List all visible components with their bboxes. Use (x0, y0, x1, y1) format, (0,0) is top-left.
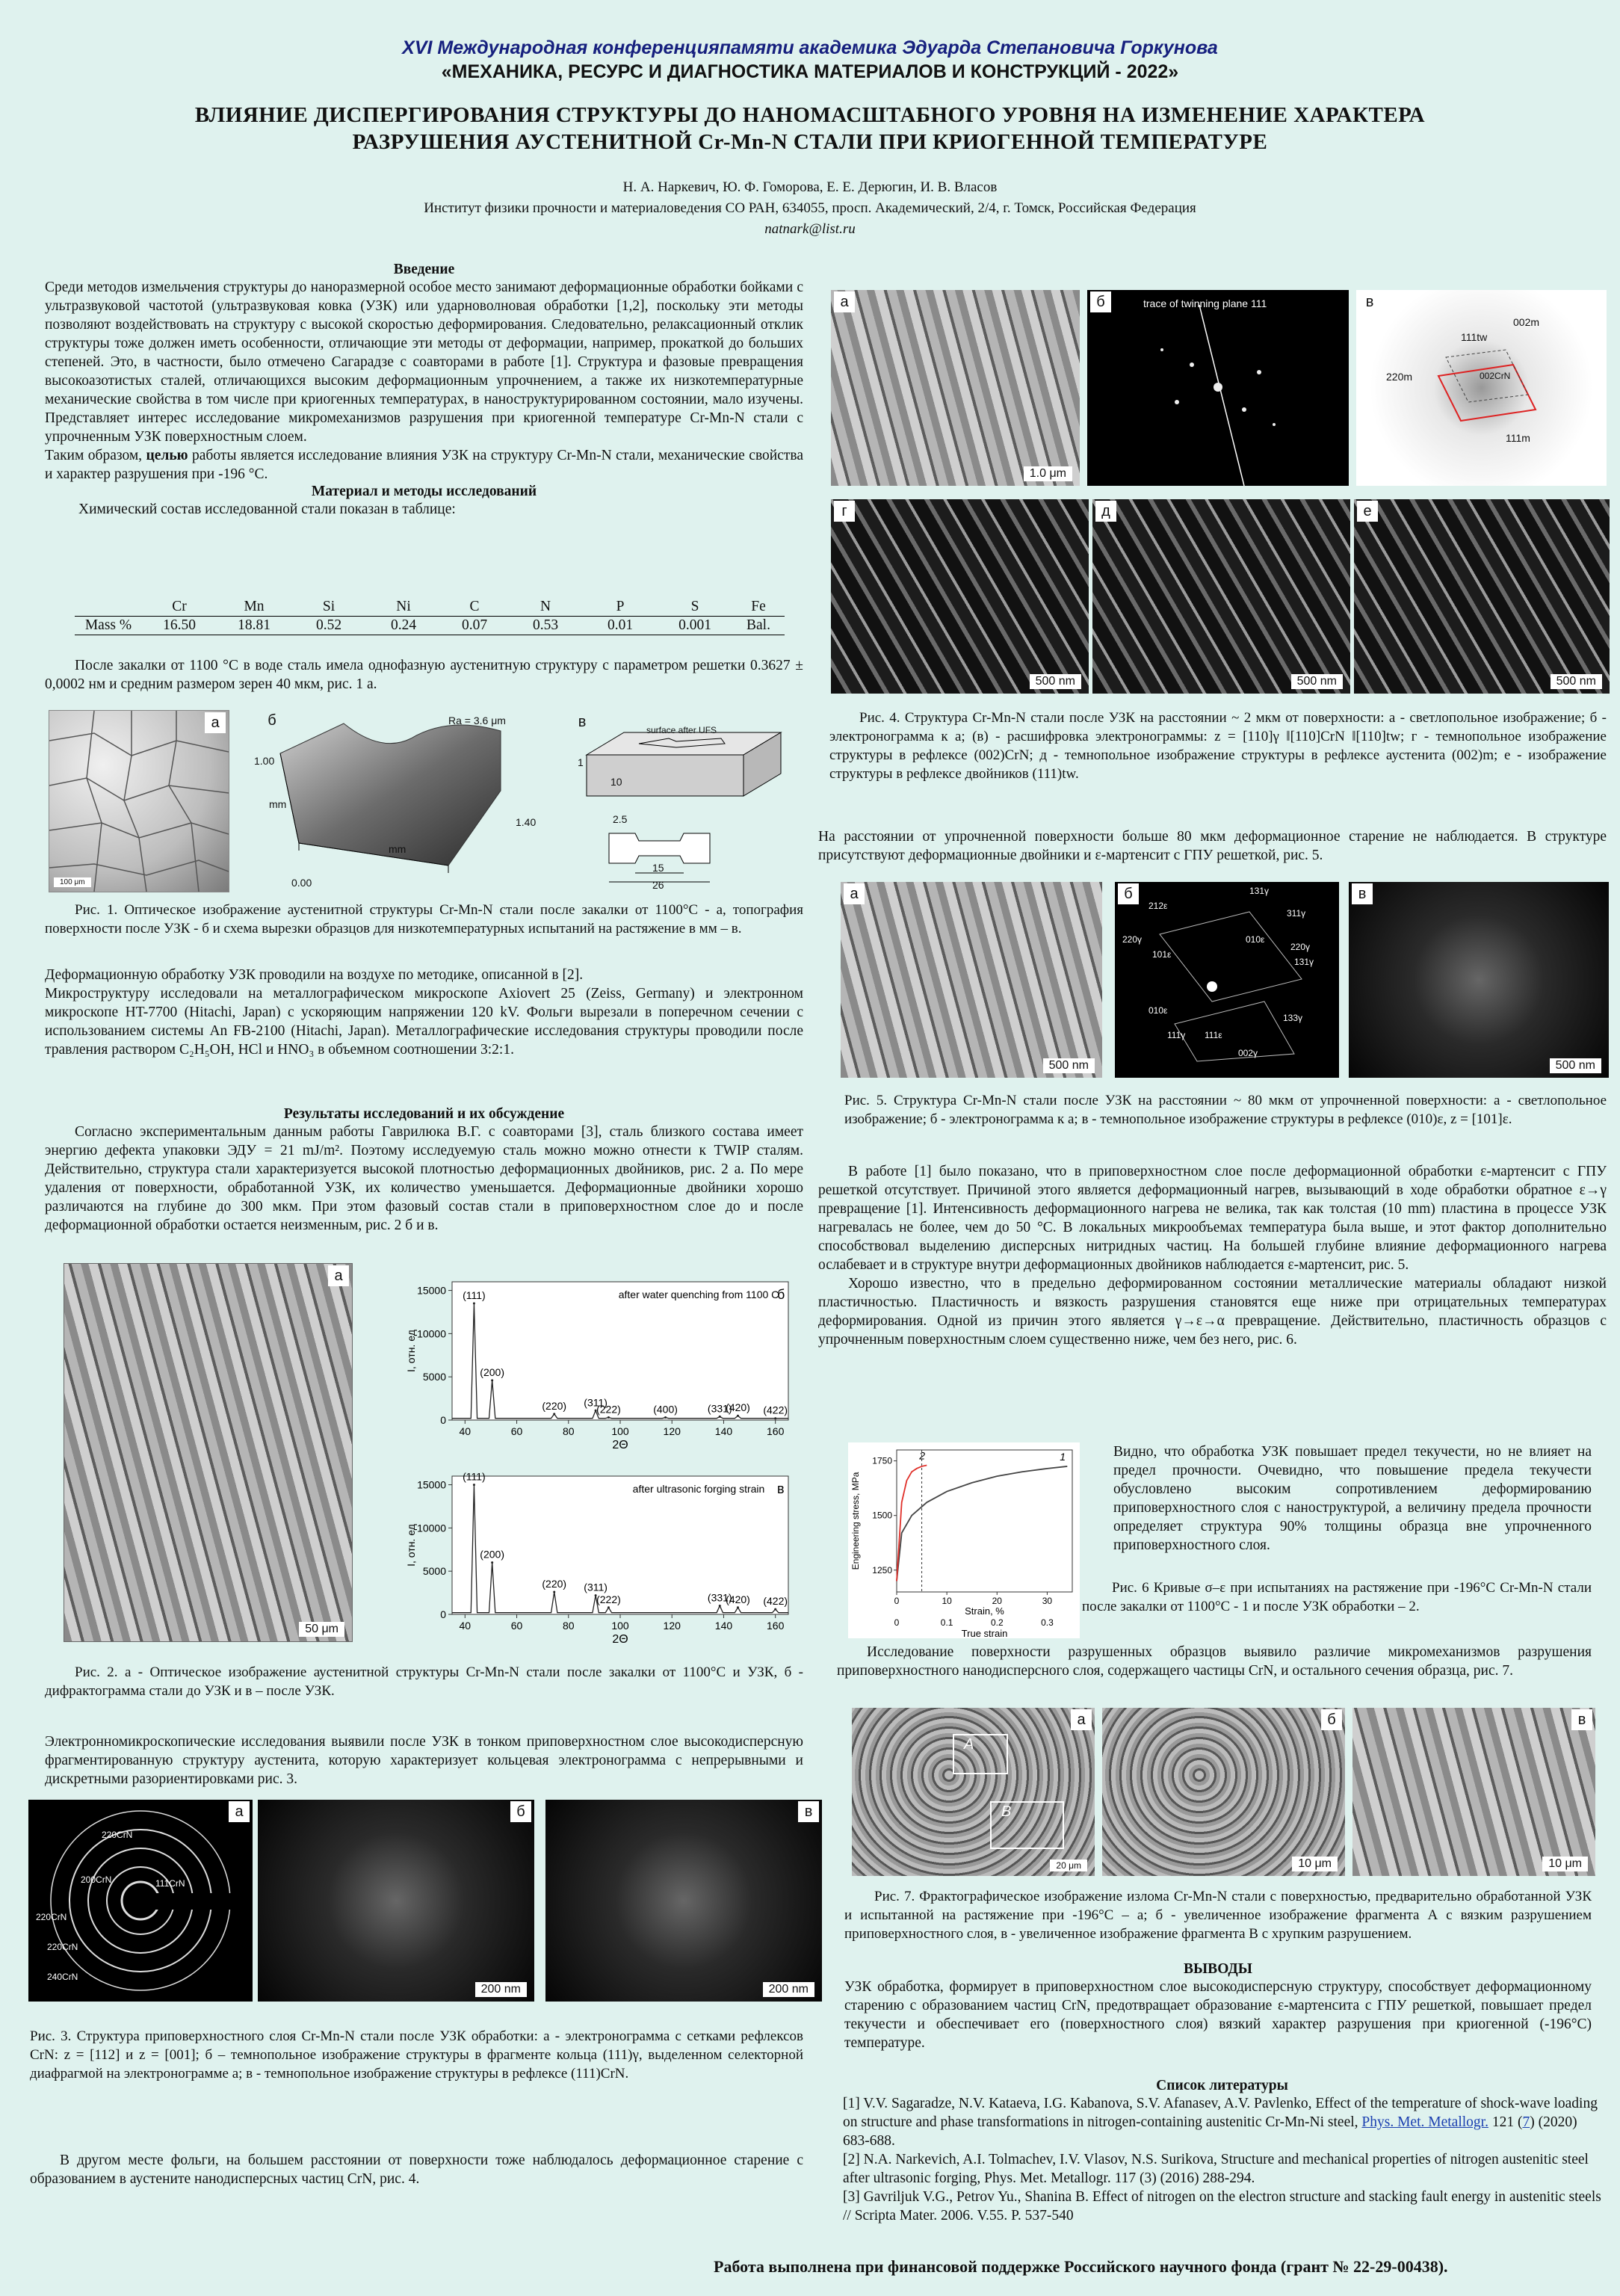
poster-title (112, 102, 1508, 155)
peak-point (719, 1416, 721, 1418)
fig1-mm-axis-2: mm (389, 843, 406, 855)
after-table-text: После закалки от 1100 °С в воде сталь имела однофазную аустенитную структуру с параметром решетки 0.3627 ± 0,0002 нм и средним размером зерен 40 мкм, рис. 1 а. (45, 658, 803, 692)
x2-axis-label: True strain (961, 1628, 1008, 1638)
fig1-ra: Ra = 3.6 μm (448, 715, 506, 726)
right-paragraph-3: Хорошо известно, что в предельно деформированном состоянии металлические материалы обладают низкой пластичностью. Пластичность и вязкость разрушения становятся еще ниже при отрицательных температурах деформирования. Одной из причин этого является γ→ε→α превращение. Действительно, пластичность образцов с упрочненным поверхностным слоем существенно ниже, чем без него, рис. 6. (818, 1276, 1607, 1348)
x-axis-label: 2Θ (612, 1633, 628, 1644)
x-tick-label: 40 (459, 1620, 472, 1632)
peak-label: (420) (726, 1401, 750, 1414)
results-section (45, 1106, 803, 1235)
fig7-label-b: б (1321, 1709, 1342, 1730)
fig3-label-a: а (229, 1801, 250, 1822)
fig3-ring-5: 220CrN (47, 1942, 78, 1952)
plot-title: after ultrasonic forging strain (632, 1483, 765, 1495)
right-paragraph-2: В работе [1] было показано, что в приповерхностном слое после деформационной обработки ε-мартенсит с ГПУ решеткой отсутствует. Причиной этого является деформационный нагрев, вызывающий в ходе обработки обратное ε→γ превращение [1]. Интенсивность деформационного нагрева не велика, так как толстая (10 mm) пластина в процессе УЗК нагревалась не более, чем до 50 °С. В локальных микрообъемах температура была выше, и этот фактор дополнительно способствовал выделению дисперсных нитридных частиц. На большей глубине влияние деформационного нагрева ослабевает и в структуре внутри деформационных двойников наблюдается ε-мартенсит, рис. 5. (818, 1164, 1607, 1273)
peak-label: (422) (763, 1595, 788, 1608)
fig1-dim-15: 15 (652, 862, 664, 874)
fig4-label-d: г (834, 501, 855, 522)
peak-label: (400) (653, 1403, 678, 1416)
curve-label-1: 1 (1060, 1450, 1066, 1463)
x-axis-label: Strain, % (965, 1605, 1004, 1617)
authors: Н. А. Наркевич, Ю. Ф. Гоморова, Е. Е. Дерюгин, И. В. Власов (622, 179, 998, 195)
peak-label: (222) (596, 1403, 621, 1416)
peak-label: (311) (584, 1581, 608, 1593)
y-tick-label: 5000 (422, 1371, 446, 1383)
fig7-scale-b: 10 μm (1292, 1857, 1338, 1871)
right-paragraphs (818, 1162, 1607, 1349)
peak-point (553, 1590, 555, 1593)
xrd-before-plot (400, 1271, 803, 1450)
y-axis-label: I, отн. ед (405, 1524, 417, 1567)
fig5-spot-6: 010ε (1246, 934, 1265, 945)
col-Cr: Cr (172, 599, 187, 614)
methods-text (45, 966, 803, 1059)
x-tick-label: 0 (894, 1596, 900, 1606)
xrd-after-plot (400, 1465, 803, 1644)
fig5-darkfield (1349, 882, 1609, 1078)
fig4-spot-111tw: 111tw (1461, 331, 1488, 343)
fig4-spot-002m: 002m (1513, 316, 1540, 328)
fig3-label-b: б (510, 1801, 531, 1822)
x-tick-label: 160 (767, 1425, 785, 1437)
fig4-darkfield-e (1092, 499, 1350, 694)
fig5-spot-2: 212ε (1148, 901, 1168, 911)
peak-point (737, 1415, 739, 1417)
results-paragraph-1: Согласно экспериментальным данным работы Гаврилюка В.Г. с соавторами [3], сталь близкого состава имеет энергию дефекта упаковки ЭДУ = 21 mJ/m². Поэтому исследуемую сталь можно можно отнести к TWIP сталям. Действительно, структура стали характеризуется высокой плотностью деформационных двойников, рис. 2 а. По мере удаления от поверхности, обработанной УЗК, их количество уменьшается. Деформационные двойники хорошо различаются на глубине до 300 мкм. При этом фазовый состав стали в приповерхностном слое до и после деформационной обработки остается неизменным, рис. 2 б и в. (45, 1124, 803, 1233)
fig5-spot-8: 131γ (1294, 957, 1314, 967)
fragment-b-label: B (1001, 1803, 1012, 1820)
peak-label: (200) (480, 1365, 504, 1378)
fig3-ring-2: 111CrN (155, 1878, 185, 1889)
x-tick-label: 100 (611, 1425, 629, 1437)
fig4-scale-a: 1.0 μm (1024, 466, 1072, 481)
fig1-z-bottom: 0.00 (291, 877, 312, 889)
fragment-a-box (953, 1734, 1008, 1774)
x2-tick-label: 0.1 (940, 1617, 953, 1628)
results-paragraph-2: Электронномикроскопические исследования выявили после УЗК в тонком приповерхностном слое высокодисперсную фрагментированную структуру аустенита, которую характеризует кольцевая электронограмма с непрерывными и дискретными разориентировками рис. 3. (45, 1734, 803, 1787)
reference-1-issue-link[interactable]: 7 (1522, 2114, 1530, 2130)
peak-point (473, 1302, 475, 1304)
fig5-scale-c: 500 nm (1550, 1058, 1601, 1073)
fig3-scale-b: 200 nm (475, 1982, 527, 1997)
y-tick-label: 1250 (872, 1564, 892, 1576)
y-tick-label: 1500 (872, 1510, 892, 1521)
peak-point (473, 1484, 475, 1486)
fig5-diffraction (1115, 882, 1339, 1078)
fig4-label-f: е (1357, 501, 1378, 522)
x-tick-label: 10 (942, 1596, 952, 1606)
x-tick-label: 140 (714, 1425, 733, 1437)
fig1-scale-a: 100 μm (54, 877, 91, 887)
peak-label: (422) (763, 1404, 788, 1416)
x-tick-label: 160 (767, 1620, 785, 1632)
peak-point (774, 1417, 776, 1419)
fig1-dim-26: 26 (652, 879, 664, 891)
fig3-darkfield-c (545, 1800, 822, 2002)
intro-paragraph-1: Среди методов измельчения структуры до наноразмерной особое место занимают деформационные обработки бойками с ультразвуковой частотой (ультразвуковая ковка (УЗК) или ударноволновая обработки [1,2], поскольку эти методы позволяют воздействовать на структуру с высокой скоростью деформирования. Следовательно, релаксационный отклик структуры тоже должен иметь особенности, отличающие эти методы от деформации, например, прокаткой до больших степеней. Это, в частности, было отмечено Сагарадзе с соавторами в работе [1]. Структура и фазовые превращения высокоазотистых сталей, отличающихся высоким деформационным упрочнением, а также их низкотемпературные механические свойства в том числе при криогенных температурах, в наноструктурированном состоянии, мало изучены. Представляет интерес исследование микромеханизмов разрушения при криогенной температуре Cr-Mn-N стали с упрочненным УЗК поверхностным слоем. (45, 280, 803, 445)
x-tick-label: 20 (992, 1596, 1002, 1606)
institute: Институт физики прочности и материаловедения СО РАН, 634055, просп. Академический, 2/4, г. Томск, Российская Федерация (424, 200, 1196, 216)
plot-bg (848, 1442, 1080, 1638)
fig5-caption: Рис. 5. Структура Cr-Mn-N стали после УЗК на расстоянии ~ 80 мкм от упрочненной поверхности: а - светлопольное изображение; б - электронограмма к а; в - темнопольное изображение структуры в рефлексе (010)ε, z = [101]ε. (844, 1093, 1607, 1127)
fig4-diffraction-scheme (1356, 290, 1607, 486)
peak-point (664, 1416, 667, 1419)
fig7-scale-a: 20 μm (1050, 1860, 1087, 1871)
x-tick-label: 30 (1042, 1596, 1053, 1606)
x-tick-label: 80 (562, 1620, 575, 1632)
fig7-scale-c: 10 μm (1542, 1857, 1588, 1871)
peak-label: (331) (707, 1591, 732, 1604)
x2-tick-label: 0 (894, 1617, 900, 1628)
reference-1: [1] V.V. Sagaradze, N.V. Kataeva, I.G. Kabanova, S.V. Afanasev, A.V. Pavlenko, Effect of the temperature of shock-wave loading on structure and phase transformations in nitrogen-containing austenitic Cr-Mn-Ni steel, Phys. Met. Metallogr. 121 (7) (2020) 683-688. (843, 2096, 1598, 2149)
curve-label-2: 2 (919, 1449, 926, 1462)
fig1-optical-image (49, 710, 229, 892)
fig5-spot-3: 311γ (1287, 908, 1306, 919)
funding-note: Работа выполнена при финансовой поддержке Российского научного фонда (грант № 22-29-00438). (714, 2257, 1448, 2276)
fig5-spot-13: 002γ (1238, 1048, 1258, 1058)
fig1-label-c: в (578, 714, 587, 730)
fig5-spot-7: 220γ (1290, 942, 1311, 952)
col-Mn: Mn (244, 599, 265, 614)
fig7-fractograph-a (852, 1708, 1095, 1876)
fig4-label-c: в (1365, 294, 1374, 310)
fig5-spot-1: 131γ (1249, 886, 1270, 896)
reference-2: [2] N.A. Narkevich, A.I. Tolmachev, I.V. Vlasov, N.S. Surikova, Structure and mechanical properties of nitrogen austenitic steel after ultrasonic forging, Phys. Met. Metallogr. 117 (3) (2016) 288-294. (843, 2152, 1589, 2186)
x-tick-label: 40 (459, 1425, 472, 1437)
fig5-label-c: в (1352, 883, 1373, 904)
fig4-brightfield (831, 290, 1080, 486)
y-tick-label: 10000 (417, 1522, 446, 1534)
x-tick-label: 120 (663, 1620, 681, 1632)
fig1-label-b: б (268, 712, 276, 729)
fig4-label-b: б (1090, 291, 1111, 312)
email: natnark@list.ru (764, 221, 856, 237)
x-tick-label: 60 (510, 1620, 523, 1632)
col-S: S (690, 599, 699, 614)
x2-tick-label: 0.2 (990, 1617, 1004, 1628)
col-Ni: Ni (396, 599, 411, 614)
fig5-spot-12: 133γ (1283, 1013, 1303, 1023)
col-Si: Si (322, 599, 336, 614)
fragment-a-label: A (964, 1736, 974, 1753)
peak-point (737, 1606, 739, 1608)
fig3-label-c: в (798, 1801, 819, 1822)
fig3-ring-6: 240CrN (47, 1972, 78, 1982)
plot-frame (452, 1282, 788, 1420)
x-tick-label: 80 (562, 1425, 575, 1437)
peak-label: (111) (463, 1289, 486, 1301)
peak-label: (420) (726, 1593, 750, 1605)
fig7-label-c: в (1571, 1709, 1592, 1730)
intro-section (45, 262, 803, 519)
fig1-z-top: 1.00 (254, 755, 275, 767)
methods-heading: Материал и методы исследований (311, 484, 537, 499)
fig3-ring-4: 220CrN (36, 1912, 67, 1922)
fig2-label-c: в (777, 1481, 785, 1496)
peak-label: (111) (463, 1470, 486, 1483)
table-header-row (75, 598, 785, 617)
peak-label: (220) (542, 1577, 567, 1590)
ufs-paragraph: Деформационную обработку УЗК проводили на воздухе по методике, описанной в [2]. (45, 967, 584, 983)
fig1-dim-10: 10 (610, 776, 622, 788)
fig5-brightfield (841, 882, 1102, 1078)
right-paragraph-4: Видно, что обработка УЗК повышает предел текучести, но не влияет на предел прочности. Очевидно, что повышение предела текучести обусловлено высоким сопротивлением деформированию приповерхностного слоя с наноструктурой, а величину предела прочности определяет структура 90% толщины образца вне упрочненного приповерхностного слоя. (1113, 1444, 1592, 1553)
y-tick-label: 5000 (422, 1565, 446, 1578)
fig1-dim-1: 1 (578, 756, 584, 768)
fig5-spot-5: 101ε (1152, 949, 1172, 960)
fig2-label-a: а (328, 1265, 349, 1286)
col-N: N (540, 599, 551, 614)
fig1-specimen-scheme (564, 710, 788, 893)
x-tick-label: 140 (714, 1620, 733, 1632)
fig5-scale-a: 500 nm (1043, 1058, 1095, 1073)
x2-tick-label: 0.3 (1041, 1617, 1054, 1628)
fig7-caption: Рис. 7. Фрактографическое изображение излома Cr-Mn-N стали с поверхностью, предварительно обработанной УЗК и испытанной на растяжение при -196°С – а; б - увеличенное изображение фрагмента А с вязким разрушением приповерхностного слоя, в - увеличенное изображение фрагмента В с хрупким разрушением. (844, 1889, 1592, 1942)
fig4-spot-002crn: 002CrN (1480, 371, 1511, 381)
results-paragraph-3: В другом месте фольги, на большем расстоянии от поверхности тоже наблюдалось деформационное старение с образованием в аустените нанодисперсных частиц CrN, рис. 4. (30, 2152, 803, 2187)
stress-strain-plot (848, 1442, 1080, 1638)
fig5-spot-10: 111γ (1167, 1030, 1186, 1040)
peak-point (719, 1605, 721, 1607)
fig4-scale-d: 500 nm (1030, 674, 1081, 689)
fig1-x-end: 1.40 (516, 816, 537, 828)
fig5-label-b: б (1118, 883, 1139, 904)
fig2-caption: Рис. 2. а - Оптическое изображение аустенитной структуры Cr-Mn-N стали после закалки от 1100°С и УЗК, б - дифрактограмма стали до УЗК и в – после УЗК. (45, 1664, 803, 1699)
microscopy-paragraph: Микроструктуру исследовали на металлографическом микроскопе Axiovert 25 (Zeiss, Germany) и электронном микроскопе HT-7700 (Hitachi, Japan) с ускоряющим напряжении 120 kV. Фольги вырезали в поперечном сечении с использованием системы An FB-2100 (Hitachi, Japan). Металлографические исследования структуры проводили после травления раствором C₂H₅OH, HCl и HNO₃ в объемном соотношении 3:2:1. (45, 986, 803, 1058)
fig5-label-a: а (844, 883, 865, 904)
y-tick-label: 1750 (872, 1455, 892, 1466)
fig4-spot-220m: 220m (1386, 371, 1413, 383)
peak-point (491, 1561, 493, 1564)
conclusions-text: УЗК обработка, формирует в приповерхностном слое высокодисперсную структуру, способствует деформационному старению с образованием частиц CrN, предотвращает образование ε-мартенсита с ГПУ решеткой, повышает предел текучести и обеспечивает его (поверхностного слоя) вязкий характер разрушения при криогенной (-196°С) температуре. (844, 1979, 1592, 2051)
fig4-scale-f: 500 nm (1551, 674, 1602, 689)
right-paragraph-5: Исследование поверхности разрушенных образцов выявило различие микромеханизмов разрушения приповерхностного нанодисперсного слоя, содержащего частицы CrN, и остального сечения образца, рис. 7. (837, 1644, 1592, 1679)
peak-label: (220) (542, 1399, 567, 1412)
plot-title: after water quenching from 1100 C (618, 1289, 779, 1300)
y-axis-label: I, отн. ед (405, 1330, 417, 1372)
fig2-optical-image (64, 1263, 353, 1642)
fig7-label-a: а (1071, 1709, 1092, 1730)
fig1-label-a: а (205, 712, 226, 733)
fig2-label-b: б (777, 1287, 785, 1302)
peak-point (774, 1608, 776, 1611)
right-paragraph-1: На расстоянии от упрочненной поверхности больше 80 мкм деформационное старение не наблюдается. В структуре присутствуют деформационные двойники и ε-мартенсит с ГПУ решеткой, рис. 5. (818, 829, 1607, 863)
peak-point (608, 1606, 610, 1608)
fig3-diffraction (28, 1800, 253, 2002)
title-line-1: ВЛИЯНИЕ ДИСПЕРГИРОВАНИЯ СТРУКТУРЫ ДО НАНОМАСШТАБНОГО УРОВНЯ НА ИЗМЕНЕНИЕ ХАРАКТЕРА (194, 103, 1426, 127)
fig3-scale-c: 200 nm (763, 1982, 814, 1997)
fig6-caption: Рис. 6 Кривые σ–ε при испытаниях на растяжение при -196°С Cr-Mn-N стали после закалки от 1100°С - 1 и после УЗК обработки – 2. (1082, 1580, 1592, 1614)
peak-point (608, 1416, 610, 1419)
col-Fe: Fe (751, 599, 766, 614)
fig3-ring-1: 220CrN (102, 1830, 133, 1840)
fig4-diffraction (1087, 290, 1349, 486)
conference-name: XVI Международная конференцияпамяти академика Эдуарда Степановича Горкунова (402, 37, 1218, 58)
fig1-topography (254, 709, 553, 895)
chemistry-table (75, 598, 785, 635)
peak-label: (222) (596, 1593, 621, 1605)
x-axis-label: 2Θ (612, 1439, 628, 1450)
fig5-spot-11: 111ε (1205, 1030, 1222, 1040)
fig4-scale-e: 500 nm (1291, 674, 1343, 689)
intro-paragraph-2: Таким образом, целью работы является исследование влияния УЗК на структуру Cr-Mn-N стали, механические свойства и характер разрушения при -196 °С. (45, 448, 803, 482)
y-tick-label: 15000 (417, 1284, 446, 1297)
peak-label: (311) (584, 1396, 608, 1409)
fig2-xrd-after (400, 1465, 803, 1644)
fig4-label-a: а (834, 291, 855, 312)
col-C: C (469, 599, 480, 614)
fig6-stress-strain (848, 1442, 1080, 1638)
reference-3: [3] Gavriljuk V.G., Petrov Yu., Shanina B. Effect of nitrogen on the electron structure and stacking fault energy in austenitic steels // Scripta Mater. 2006. V.55. P. 537-540 (843, 2189, 1601, 2224)
intro-heading: Введение (393, 262, 455, 277)
conference-title: «МЕХАНИКА, РЕСУРС И ДИАГНОСТИКА МАТЕРИАЛОВ И КОНСТРУКЦИЙ - 2022» (441, 61, 1179, 82)
y-tick-label: 0 (440, 1414, 446, 1426)
y-axis-label: Engineering stress, MPa (850, 1472, 861, 1570)
fig4-darkfield-d (831, 499, 1089, 694)
peak-point (491, 1379, 493, 1381)
references-heading: Список литературы (1156, 2078, 1288, 2093)
conclusions-section (844, 1961, 1592, 2052)
fig3-ring-3: 200CrN (81, 1874, 112, 1885)
table-intro: Химический состав исследованной стали показан в таблице: (78, 502, 456, 517)
row-label: Mass % (84, 617, 132, 633)
y-tick-label: 0 (440, 1608, 446, 1620)
fig1-mm-axis-1: mm (269, 798, 287, 810)
fig5-spot-9: 010ε (1148, 1005, 1168, 1016)
title-line-2: РАЗРУШЕНИЯ АУСТЕНИТНОЙ Cr-Mn-N СТАЛИ ПРИ КРИОГЕННОЙ ТЕМПЕРАТУРЕ (352, 130, 1268, 154)
fig7-fractograph-b (1102, 1708, 1345, 1876)
fig3-caption: Рис. 3. Структура приповерхностного слоя Cr-Mn-N стали после УЗК обработки: а - электронограмма с сетками рефлексов CrN: z = [112] и z = [001]; б – темнопольное изображение структуры в фрагменте кольца (111)γ, выделенном селекторной диафрагмой на электронограмме а; в - темнопольное изображение структуры в рефлексе (111)CrN. (30, 2028, 803, 2081)
fig4-spot-111m: 111m (1506, 432, 1530, 444)
fig2-xrd-before (400, 1271, 803, 1450)
table-row: Mass % 16.50 18.81 0.52 0.24 0.07 0.53 0.01 0.001 Bal. (75, 617, 785, 635)
fig1-caption: Рис. 1. Оптическое изображение аустенитной структуры Cr-Mn-N стали после закалки от 1100°С - а, топография поверхности после УЗК - б и схема вырезки образцов для низкотемпературных испытаний на растяжение в мм – в. (45, 902, 803, 936)
y-tick-label: 15000 (417, 1478, 446, 1491)
peak-label: (331) (707, 1402, 732, 1415)
x-tick-label: 60 (510, 1425, 523, 1437)
reference-1-link[interactable]: Phys. Met. Metallogr. (1361, 2114, 1488, 2130)
fig2-scale-a: 50 μm (299, 1622, 344, 1637)
y-tick-label: 10000 (417, 1327, 446, 1340)
fig4-label-e: д (1095, 501, 1116, 522)
fig4-darkfield-f (1354, 499, 1610, 694)
x-tick-label: 100 (611, 1620, 629, 1632)
fig1-surface-label: surface after UFS (646, 725, 717, 735)
conclusions-heading: ВЫВОДЫ (1184, 1961, 1252, 1977)
fig4-trace-label: trace of twinning plane 111 (1143, 297, 1267, 309)
references-section (843, 2078, 1601, 2225)
x-tick-label: 120 (663, 1425, 681, 1437)
results-heading: Результаты исследований и их обсуждение (283, 1106, 565, 1122)
fig3-darkfield-b (258, 1800, 534, 2002)
fig1-dim-2-5: 2.5 (613, 813, 628, 825)
fig7-fractograph-c (1352, 1708, 1595, 1876)
peak-point (553, 1413, 555, 1415)
col-P: P (616, 599, 625, 614)
fig4-caption: Рис. 4. Структура Cr-Mn-N стали после УЗК на расстоянии ~ 2 мкм от поверхности: а - светлопольное изображение; б - электронограмма к а; (в) - расшифровка электронограммы: z = [110]γ ǁ[110]CrN ǁ[110]tw; г - темнопольное изображение структуры в рефлексе (002)CrN; д - темнопольное изображение структуры в рефлексе аустенита (002)m; е - изображение структуры в рефлексе двойников (111)tw. (829, 710, 1607, 782)
peak-label: (200) (480, 1548, 504, 1561)
fig5-spot-4: 220γ (1122, 934, 1143, 945)
